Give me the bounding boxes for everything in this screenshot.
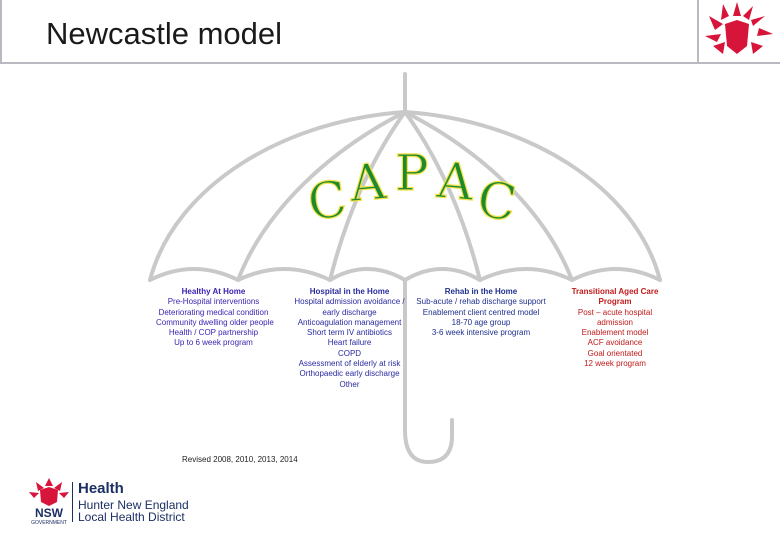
district-label (78, 499, 189, 523)
district-line-2: Local Health District (78, 510, 185, 524)
revised-note: Revised 2008, 2010, 2013, 2014 (182, 455, 298, 464)
column-line: Enablement model (581, 328, 649, 338)
column-line: COPD (337, 348, 362, 358)
column-line: Enablement client centred model (422, 307, 540, 317)
column-rehab-in-the-home (412, 287, 550, 338)
column-line: Deteriorating medical condition (158, 307, 269, 317)
column-heading-cont: Program (598, 297, 632, 307)
column-line: Post – acute hospital (577, 307, 653, 317)
district-line-1: Hunter New England (78, 498, 189, 512)
column-line: Health / COP partnership (168, 328, 259, 338)
nsw-government-logo (24, 476, 74, 526)
column-line: 3-6 week intensive program (431, 328, 531, 338)
column-line: Sub-acute / rehab discharge support (416, 297, 546, 307)
column-line: Anticoagulation management (297, 317, 402, 327)
column-line: Orthopaedic early discharge (299, 369, 400, 379)
capac-letter-3: P (395, 144, 429, 202)
column-line: Hospital admission avoidance / (294, 297, 405, 307)
column-line: admission (596, 317, 633, 327)
nsw-logo-waratah-icon (29, 478, 69, 506)
column-healthy-at-home (156, 287, 274, 349)
logo-divider (72, 482, 73, 522)
column-heading: Transitional Aged Care (571, 287, 659, 296)
column-line: Pre-Hospital interventions (167, 297, 260, 307)
nsw-logo-government: GOVERNMENT (31, 520, 67, 526)
page-title: Newcastle model (46, 16, 283, 51)
capac-letter-1: C (304, 169, 351, 233)
column-line: Assessment of elderly at risk (298, 359, 401, 369)
column-line: Goal orientated (587, 348, 643, 358)
column-line: Other (339, 379, 360, 389)
capac-letter-5: C (473, 169, 521, 233)
capac-letter-2: A (347, 152, 389, 214)
column-line: Heart failure (327, 338, 372, 348)
column-line: Up to 6 week program (174, 338, 253, 348)
capac-letter-4: A (434, 150, 476, 212)
column-heading: Hospital in the Home (309, 287, 390, 296)
health-label: Health (78, 480, 124, 497)
column-line: Short term IV antibiotics (307, 328, 392, 338)
column-line: Community dwelling older people (156, 317, 274, 327)
column-line: ACF avoidance (587, 338, 643, 348)
column-line: 18-70 age group (451, 317, 511, 327)
column-hospital-in-the-home (292, 287, 407, 390)
column-line: 12 week program (584, 359, 646, 369)
nsw-logo-text: NSW (35, 506, 63, 520)
column-heading: Healthy At Home (181, 287, 246, 296)
column-transitional-aged-care (555, 287, 675, 369)
column-heading: Rehab in the Home (444, 287, 518, 296)
column-line: early discharge (322, 307, 377, 317)
